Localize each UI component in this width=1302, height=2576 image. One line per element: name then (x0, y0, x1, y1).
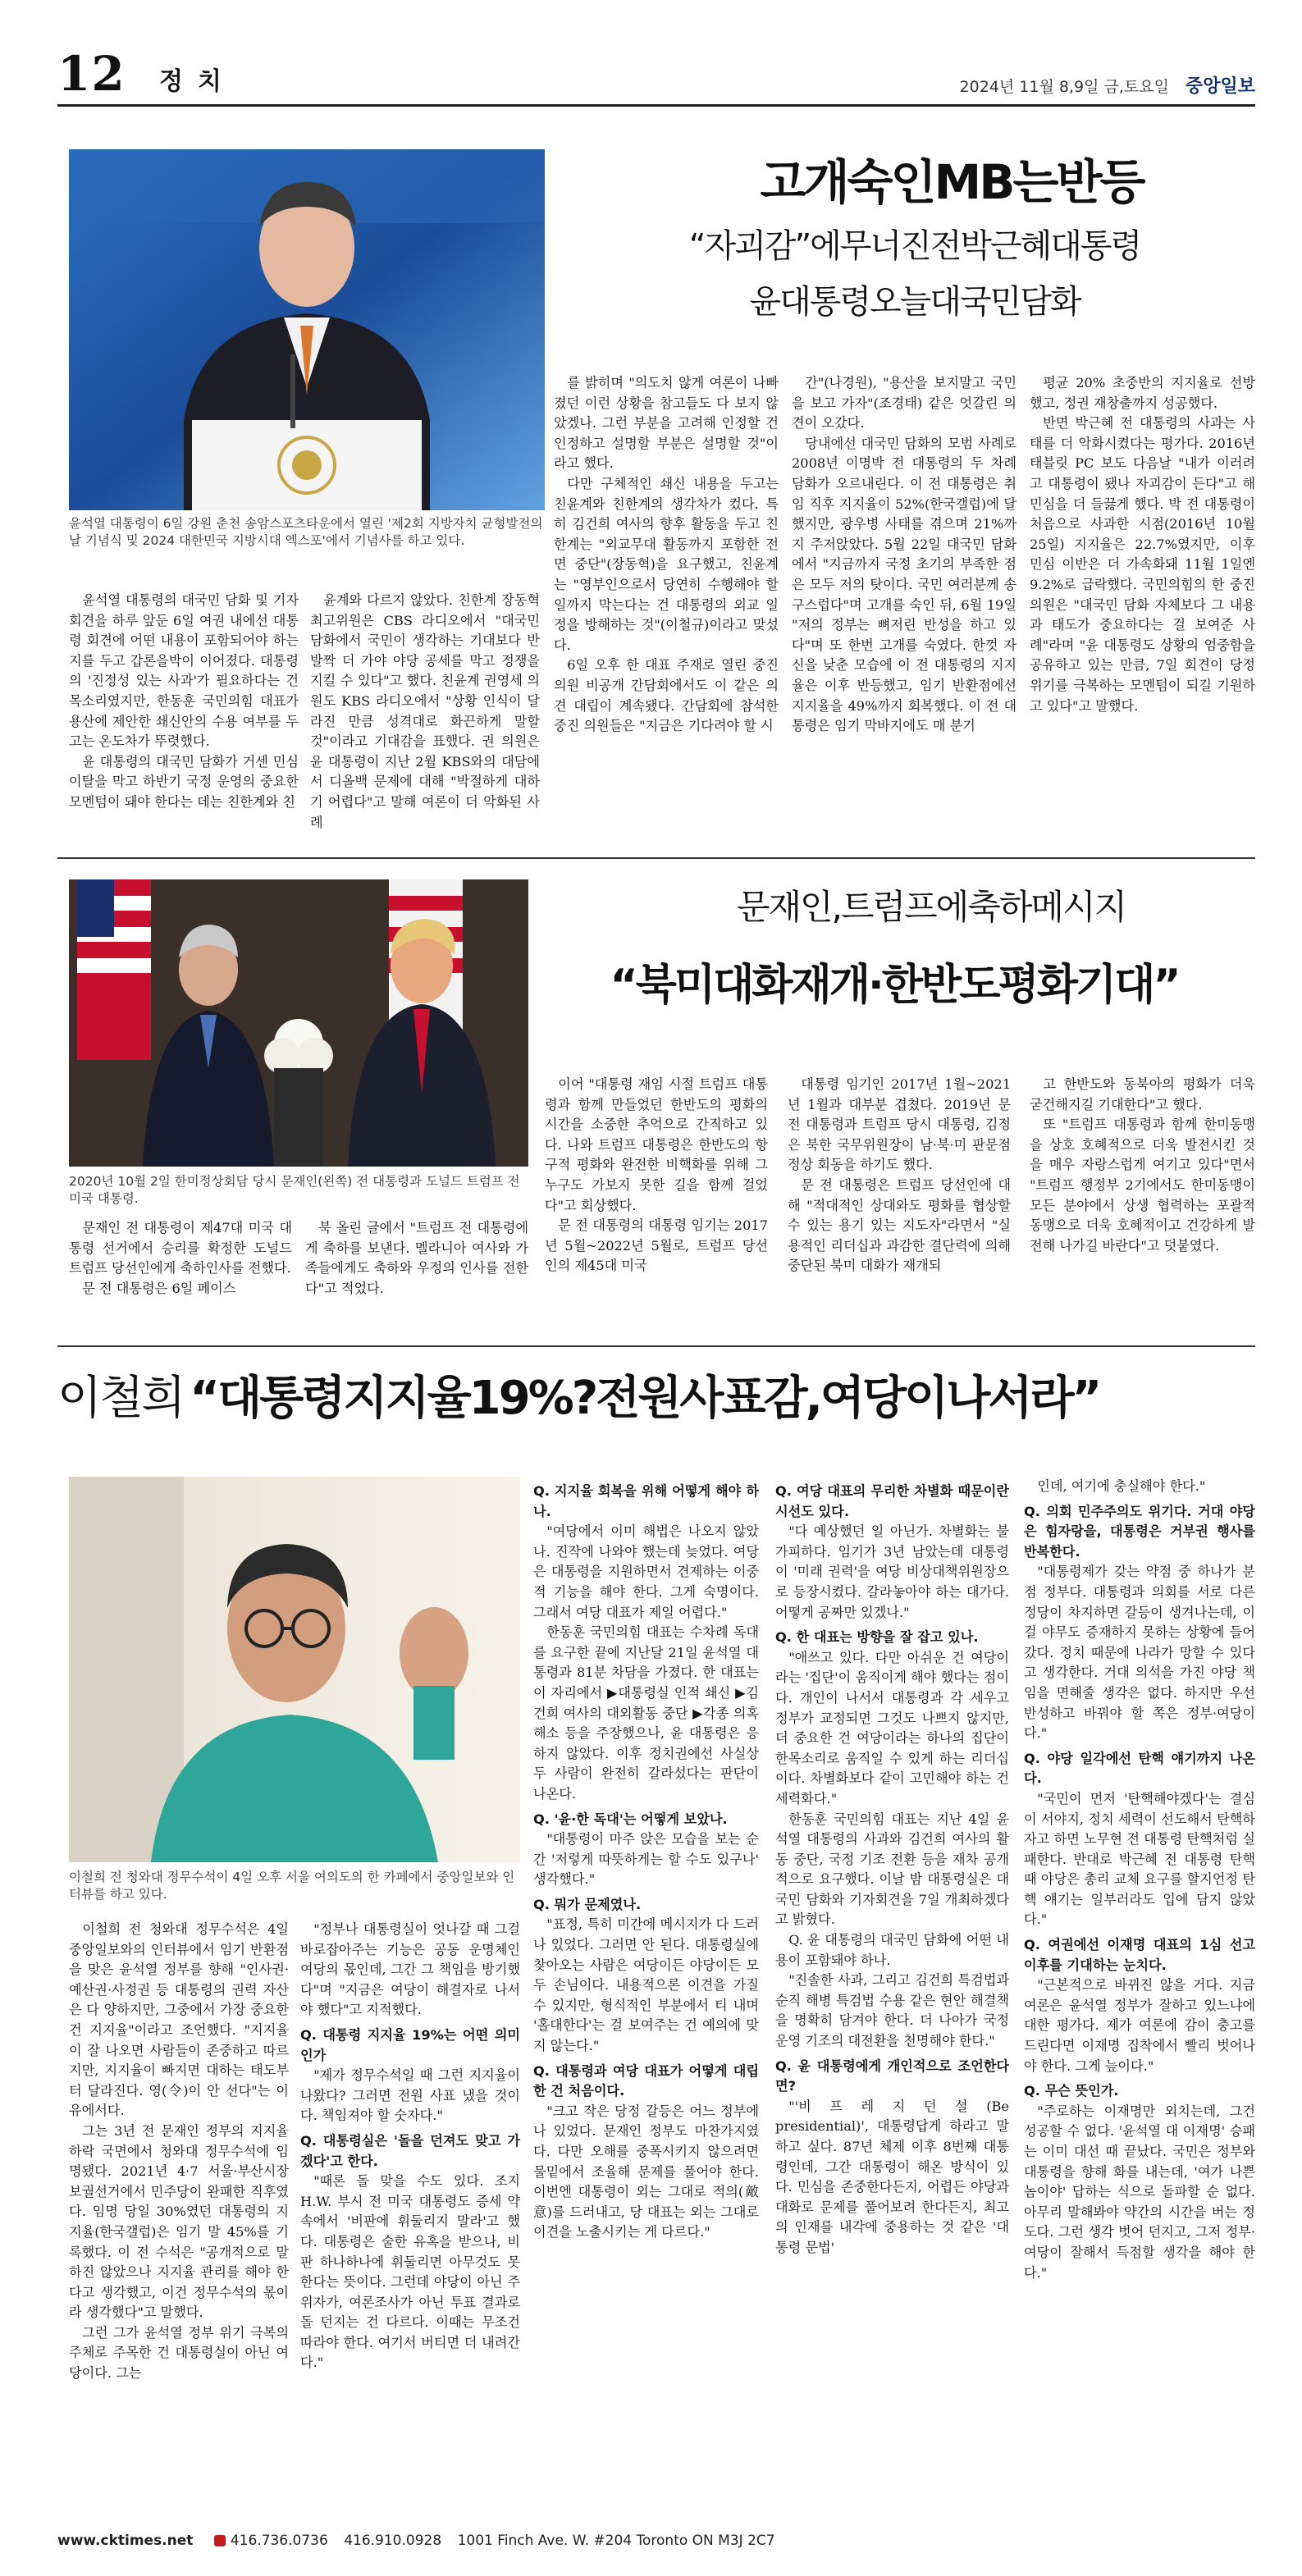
paragraph: 그런 그가 윤석열 정부 위기 극복의 주체로 주목한 건 대통령실이 아닌 여당이다. 그는 (69, 2324, 289, 2382)
interview-question: Q. 한 대표는 방향을 잘 잡고 있나. (775, 1629, 979, 1646)
paragraph: 북 올린 글에서 "트럼프 전 대통령에게 축하를 보낸다. 멜라니아 여사와 가족들에게도 축하와 우정의 인사를 전한다"고 적었다. (305, 1220, 528, 1296)
article-column (554, 373, 779, 837)
paragraph: 한동훈 국민의힘 대표는 지난 4일 윤석열 대통령의 사과와 김건희 여사의 활동 중단, 국정 기조 전환 등을 재차 공개적으로 요구했다. 이날 밤 대통령실은 대국민 담화와 기자회견을 7일 개최하겠다고 밝혔다. (775, 1811, 1009, 1928)
paragraph: "진솔한 사과, 그리고 김건희 특검법과 순직 해병 특검법 수용 같은 현안 해결책을 명확히 담겨야 한다. 더 나아가 국정운영 기조의 대전환을 천명해야 한다." (775, 1972, 1009, 2049)
paragraph: 윤계와 다르지 않았다. 친한계 장동혁 최고위원은 CBS 라디오에서 "대국민 담화에서 국민이 생각하는 기대보다 반 발짝 더 가야 야당 공세를 막고 정쟁을 지킬 수 있다"고 했다. 친윤계 권영세 의원도 KBS 라디오에서 "상황 인식이 달라진 만큼 성격대로 화끈하게 말할 것"이라고 기대감을 표했다. 권 의원은 윤 대통령이 지난 2월 KBS와의 대담에서 디올백 문제에 대해 "박절하게 대하기 어렵다"고 말해 여론이 더 악화된 사례 (310, 592, 540, 830)
phone-number: 416.736.0736 (230, 2533, 328, 2549)
article-column (1024, 1477, 1255, 2510)
paragraph: 이철희 전 청와대 정무수석은 4일 중앙일보와의 인터뷰에서 임기 반환점을 맞은 윤석열 정부를 향해 "인사권·예산권·사정권 등 대통령의 권력 자산은 다 양하지만, 그중에서 가장 중요한 건 지지율"이라고 조언했다. "지지율이 잘 나오면 사람들이 존중하고 따르지만, 지지율이 빠지면 대하는 태도부터 달라진다. 영(令)이 안 선다"는 이유에서다. (69, 1921, 289, 2119)
photo-caption: 윤석열 대통령이 6일 강원 춘천 송암스포츠타운에서 열린 '제2회 지방자치 균형발전의 날 기념식 및 2024 대한민국 지방시대 엑스포'에서 기념사를 하고 있다. (69, 516, 543, 548)
paragraph: 그는 3년 전 문재인 정부의 지지율 하락 국면에서 청와대 정무수석에 임명됐다. 2021년 4·7 서울·부산시장 보궐선거에서 민주당이 완패한 직후였다. 임명 당일 30%였던 대통령의 지지율(한국갤럽)은 임기 말 45%를 기록했다. 이 전 수석은 "공개적으로 말하진 않았으나 지지율 관리를 해야 한다고 생각했고, 이건 정무수석의 몫이라 생각했다"고 말했다. (69, 2122, 289, 2321)
article-column (533, 1477, 759, 2510)
headline (57, 1362, 1255, 1427)
summit-image (69, 879, 528, 1167)
section-divider (57, 857, 1255, 859)
paragraph: "표정, 특히 미간에 메시지가 다 드러나 있었다. 그러면 안 된다. 대통령실에 찾아오는 사람은 여당이든 야당이든 모두 손님이다. 내용적으론 이견을 가질 수 있지만, 형식적인 부분에서 티 내며 '홀대한다'는 걸 보여주는 건 예의에 맞지 않는다." (533, 1916, 759, 2054)
article-column (1030, 1075, 1255, 1329)
president-photo (69, 149, 545, 510)
page-footer (57, 2528, 1255, 2553)
paragraph: "'비 프 레 지 던 셜 (Be presidential)', 대통령답게 하라고 말하고 싶다. 87년 체제 이후 8번째 대통령인데, 그간 대통령이 해온 방식이 있다. 민심을 존중한다든지, 어렵든 야당과 대화로 문제를 풀어보려 한다든지, 최고의 인재를 내각에 중용하는 것 같은 '대통령 문법' (775, 2098, 1009, 2255)
article-column (305, 1218, 528, 1329)
photo-caption: 2020년 10월 2일 한미정상회담 당시 문재인(왼쪽) 전 대통령과 도널드 트럼프 전 미국 대통령. (69, 1174, 520, 1206)
paragraph: 평균 20% 초중반의 지지율로 선방했고, 정권 재창출까지 성공했다. (1030, 375, 1255, 411)
interview-question: Q. 여당 대표의 무리한 차별화 때문이란 시선도 있다. (775, 1483, 1009, 1519)
interview-question: Q. 의회 민주주의도 위기다. 거대 야당은 힘자랑을, 대통령은 거부권 행사를 반복한다. (1024, 1503, 1255, 1560)
photo-caption: 이철희 전 청와대 정무수석이 4일 오후 서울 여의도의 한 카페에서 중앙일보와 인터뷰를 하고 있다. (69, 1870, 515, 1902)
headline: 문재인,트럼프에축하메시지 (736, 887, 1126, 927)
paragraph: 문 전 대통령은 트럼프 당선인에 대해 "적대적인 상대와도 평화를 협상할 수 있는 용기 있는 지도자"라면서 "실용적인 리더십과 과감한 결단력에 의해 중단된 북미 대화가 재개되 (788, 1176, 1011, 1274)
section-name: 정치 (159, 67, 236, 96)
website-link[interactable]: www.cktimes.net (57, 2533, 194, 2549)
article-column (300, 1920, 520, 2510)
page-number: 12 (57, 46, 126, 102)
paragraph: 문 전 대통령의 대통령 임기는 2017년 5월~2022년 5월로, 트럼프 당선인의 제45대 미국 (545, 1217, 768, 1274)
paragraph: 6일 오후 한 대표 주재로 열린 중진 의원 비공개 간담회에서도 이 같은 의견 대립이 계속됐다. 간담회에 참석한 중진 의원들은 "지금은 기다려야 할 시 (554, 657, 779, 734)
article-column (1030, 373, 1255, 837)
section-divider (57, 1345, 1255, 1347)
interview-question: Q. '윤·한 독대'는 어떻게 보았나. (533, 1811, 728, 1827)
paragraph: "국민이 먼저 '탄핵해야겠다'는 결심이 서야지, 정치 세력이 선도해서 탄핵하자고 하면 노무현 전 대통령 탄핵처럼 실패한다. 반대로 박근혜 전 대통령 탄핵 때 야당은 총리 교체 요구를 할지언정 탄핵 얘기는 일부러라도 입에 담지 않았다." (1024, 1790, 1255, 1928)
paragraph: "대통령제가 갖는 약점 중 하나가 분점 정부다. 대통령과 의회를 서로 다른 정당이 차지하면 갈등이 생겨나는데, 이걸 야무도 증재하지 못하는 상황에 들어갔다. 정치 때문에 나라가 망할 수 있다고 생각한다. 거대 의석을 가진 야당 책임을 면해줄 생각은 없다. 하지만 우선 반성하고 바꿔야 할 쪽은 정부·여당이다." (1024, 1564, 1255, 1742)
paragraph: "다 예상했던 일 아닌가. 차별화는 불가피하다. 임기가 3년 남았는데 대통령이 '미래 권력'을 여당 비상대책위원장으로 등장시켰다. 갈라놓아야 하는 대가다. 어떻게 공짜만 있겠나." (775, 1523, 1009, 1620)
paragraph: 고 한반도와 동북아의 평화가 더욱 굳건해지길 기대한다"고 했다. (1030, 1076, 1255, 1112)
headline: 고개숙인MB는반등 (760, 154, 1144, 210)
issue-date: 2024년 11월 8,9일 금,토요일 (959, 78, 1169, 96)
paragraph: Q. 윤 대통령의 대국민 담화에 어떤 내용이 포함돼야 하나. (775, 1932, 1009, 1968)
article-column (69, 1920, 289, 2510)
address: 1001 Finch Ave. W. #204 Toronto ON M3J 2C7 (457, 2533, 775, 2549)
article-column (792, 373, 1016, 837)
paragraph: "크고 작은 당정 갈등은 어느 정부에나 있었다. 문재인 정부도 마찬가지였다. 다만 오해를 중폭시키지 않으려면 물밑에서 조율해 문제를 풀어야 한다. 이번엔 대통령이 외는 그대로 적의(敵意)를 드러내고, 당 대표는 외는 그대로 이견을 노출시키는 게 다르다." (533, 2103, 759, 2240)
phone-icon (214, 2535, 226, 2546)
header-meta (960, 72, 1255, 98)
paragraph: 간"(나경원), "용산을 보지말고 국민을 보고 가자"(조경태) 같은 엇갈린 의견이 오갔다. (792, 375, 1016, 432)
interview-question: Q. 윤 대통령에게 개인적으로 조언한다면? (775, 2058, 1009, 2094)
summit-photo (69, 879, 528, 1167)
paragraph: "여당에서 이미 해법은 나오지 않았나. 진작에 나와야 했는데 늦었다. 여당은 대통령을 지원하면서 견제하는 이중적 기능을 해야 한다. 그게 숙명이다. 그래서 여당 대표가 제일 어렵다." (533, 1523, 759, 1620)
interview-question: Q. 대통령 지지율 19%는 어떤 의미인가 (300, 2026, 520, 2063)
article-column (788, 1075, 1011, 1329)
paragraph: 당내에선 대국민 담화의 모범 사례로 2008년 이명박 전 대통령의 두 차례 담화가 오르내린다. 이 전 대통령은 취임 직후 지지율이 52%(한국갤럽)에 달했지만, 광우병 사태를 겪으며 21%까지 주저앉았다. 5월 22일 대국민 담화에서 "지금까지 국정 초기의 부족한 점은 모두 저의 탓이다. 국민 여러분께 송구스럽다"며 고개를 숙인 뒤, 6월 19일 "저의 정부는 뼈저린 반성을 하고 있다"며 또 한번 고개를 숙였다. 한껏 자신을 낮춘 모습에 이 전 대통령의 지지율은 이후 반등했고, 임기 반환점에선 지지율을 49%까지 회복했다. 이 전 대통령은 임기 막바지에도 매 분기 (792, 435, 1016, 734)
headline-name: 이철희 (57, 1372, 184, 1425)
paragraph: "근본적으로 바뀌진 않을 거다. 지금 여론은 윤석열 정부가 잘하고 있느냐에 대한 평가다. 제가 여론에 감이 충고를 드린다면 이재명 집착에서 빨리 벗어나야 한다. 그게 늪이다." (1024, 1977, 1255, 2074)
paragraph: 윤석열 대통령의 대국민 담화 및 기자회견을 하루 앞둔 6일 여권 내에선 대통령 회견에 어떤 내용이 포함되어야 하는지를 두고 갑론을박이 이어졌다. 대통령의 '진정성 있는 사과'가 필요하다는 건 목소리였지만, 한동훈 국민의힘 대표가 용산에 제안한 쇄신안의 수용 여부를 두고는 온도차가 뚜렷했다. (69, 592, 299, 750)
paragraph: 윤 대통령의 대국민 담화가 거센 민심 이탈을 막고 하반기 국정 운영의 중요한 모멘텀이 돼야 한다는 데는 친한계와 친 (69, 753, 299, 810)
interview-question: Q. 대통령실은 '돌을 던져도 맞고 가겠다'고 한다. (300, 2132, 520, 2169)
paragraph: 한동훈 국민의힘 대표는 수차례 독대를 요구한 끝에 지난달 21일 윤석열 대통령과 81분 차담을 가졌다. 한 대표는 이 자리에서 ▶대통령실 인적 쇄신 ▶김건희 여사의 대외활동 중단 ▶각종 의혹 해소 등을 주장했으나, 윤 대통령은 응하지 않았다. 이후 정치권에선 사실상 두 사람이 완전히 갈라섰다는 판단이 나온다. (533, 1624, 759, 1802)
interview-question: Q. 여권에선 이재명 대표의 1심 선고 이후를 기대하는 눈치다. (1024, 1937, 1255, 1973)
page-header (57, 46, 1255, 107)
paragraph: "주로하는 이재명만 외치는데, 그건 성공할 수 없다. '윤석열 대 이재명' 승패는 이미 대선 때 끝났다. 국민은 정부와 대통령을 향해 화를 내는데, '여가 나쁜 놈이야' 답하는 식으로 돌파할 순 없다. 아무리 말해봐야 약간의 시간을 버는 정도다. 그런 생각 벗어 던지고, 그저 정부·여당이 잘해서 득점할 생각을 해야 한다." (1024, 2103, 1255, 2281)
paragraph: 문 전 대통령은 6일 페이스 (82, 1280, 236, 1296)
interview-question: Q. 야당 일각에선 탄핵 얘기까지 나온다. (1024, 1750, 1255, 1787)
paragraph: 문재인 전 대통령이 제47대 미국 대통령 선거에서 승리를 확정한 도널드 트럼프 당선인에게 축하인사를 전했다. (69, 1220, 292, 1277)
paragraph: "애쓰고 있다. 다만 아쉬운 건 여당이라는 '집단'이 움직이게 해야 했다는 점이다. 개인이 나서서 대통령과 각 세우고 정부가 교정되면 그것도 나쁘지 않지만, 더 중요한 건 여당이라는 하나의 집단이 한목소리로 움직일 수 있게 하는 리더십이다. 차별화보다 같이 고민해야 하는 건 세력화다." (775, 1649, 1009, 1806)
paragraph: "때론 돌 맞을 수도 있다. 조지 H.W. 부시 전 미국 대통령도 증세 약속에서 '비판에 휘둘리지 말라'고 했다. 대통령은 술한 유혹을 받으나, 비판 하나하나에 휘둘리면 아무것도 못한다는 뜻이다. 그런데 야당이 아닌 주위자가, 여론조사가 아닌 투표 결과로 돌 던지는 건 다르다. 이때는 무조건 따라야 한다. 여기서 버티면 더 내려간다." (300, 2173, 520, 2371)
interview-question: Q. 지지율 회복을 위해 어떻게 해야 하나. (533, 1483, 759, 1519)
interview-question: Q. 무슨 뜻인가. (1024, 2083, 1119, 2099)
article-column (69, 591, 299, 837)
newspaper-brand: 중앙일보 (1185, 76, 1255, 97)
paragraph: 이어 "대통령 재임 시절 트럼프 대통령과 함께 만들었던 한반도의 평화의 시간을 소중한 추억으로 간직하고 있다. 나와 트럼프 대통령은 한반도의 항구적 평화와 완전한 비핵화를 위해 그 누구도 가보지 못한 길을 함께 걸었다"고 회상했다. (545, 1076, 768, 1213)
paragraph: 또 "트럼프 대통령과 함께 한미동맹을 상호 호혜적으로 더욱 발전시킨 것을 매우 자랑스럽게 여기고 있다"면서 "트럼프 행정부 2기에서도 한미동맹이 모든 분야에서 상생 협력하는 포괄적 동맹으로 더욱 호혜적이고 건강하게 발전해 나가길 바란다"고 덧붙였다. (1030, 1117, 1255, 1254)
interview-question: Q. 뭐가 문제였나. (533, 1896, 642, 1912)
subheadline: “북미대화재개·한반도평화기대” (610, 961, 1179, 1010)
paragraph: "제가 정무수석일 때 그런 지지율이 나왔다? 그러면 전원 사표 냈을 것이다. 책임져야 할 숫자다." (300, 2067, 520, 2124)
article-column (69, 1218, 292, 1329)
subheadline: “자괴감”에무너진전박근혜대통령 (688, 227, 1141, 265)
paragraph: 인데, 여기에 충실해야 한다." (1037, 1478, 1206, 1494)
article-column (545, 1075, 768, 1329)
paragraph: "대통령이 마주 앉은 모습을 보는 순간 '저렇게 따뜻하게는 할 수도 있구나' 생각했다." (533, 1831, 759, 1888)
article-column (310, 591, 540, 837)
paragraph: 다만 구체적인 쇄신 내용을 두고는 친윤계와 친한계의 생각차가 컸다. 특히 김건희 여사의 향후 활동을 두고 친한계는 "외교무대 활동까지 포함한 전면 중단"(장동혁)을 요구했고, 친윤계는 "영부인으로서 당연히 수행해야 할 일까지 막는다는 건 대통령의 외교 일정을 방해하는 것"(이철규)이라고 맞섰다. (554, 475, 779, 653)
subheadline: 윤대통령오늘대국민담화 (749, 283, 1080, 321)
interview-question: Q. 대통령과 여당 대표가 어떻게 대립한 건 처음이다. (533, 2062, 759, 2099)
phone-number: 416.910.0928 (344, 2533, 442, 2549)
interview-image (69, 1477, 520, 1862)
headline-quote: “대통령지지율19%?전원사표감,여당이나서라” (190, 1372, 1100, 1425)
paragraph: 를 밝히며 "의도치 않게 여론이 나빠졌던 이런 상황을 참고들도 다 보지 않았겠나. 그런 부분을 고려해 인정할 건 인정하고 설명할 부분은 설명할 것"이라고 했다. (554, 375, 779, 472)
paragraph: 반면 박근혜 전 대통령의 사과는 사태를 더 악화시켰다는 평가다. 2016년 태블릿 PC 보도 다음날 "내가 이러려고 대통령이 됐나 자괴감이 든다"고 해 민심을 더 들끓게 했다. 박 전 대통령이 처음으로 사과한 시점(2016년 10월 25일) 지지율은 22.7%였지만, 이후 민심 이반은 더 가속화돼 11월 1일엔 9.2%로 급락했다. 국민의힘의 한 중진 의원은 "대국민 담화 자체보다 그 내용과 태도가 중요하다는 걸 보여준 사례"라며 "윤 대통령도 상황의 엄중함을 공유하고 있는 만큼, 7일 회견이 당정 위기를 극복하는 모멘텀이 되길 기원하고 있다"고 말했다. (1030, 415, 1255, 714)
article-column (775, 1477, 1009, 2510)
president-speech-image (69, 149, 545, 510)
paragraph: 대통령 임기인 2017년 1월~2021년 1월과 대부분 겹쳤다. 2019년 문 전 대통령과 트럼프 당시 대통령, 김정은 북한 국무위원장이 남·북·미 판문점 정상 회동을 하기도 했다. (788, 1076, 1011, 1173)
interview-photo (69, 1477, 520, 1862)
paragraph: "정부나 대통령실이 엇나갈 때 그걸 바로잡아주는 기능은 공동 운명체인 여당의 몫인데, 그간 그 책임을 방기했다"며 "지금은 여당이 해결자로 나서야 했다"고 지적했다. (300, 1921, 520, 2018)
